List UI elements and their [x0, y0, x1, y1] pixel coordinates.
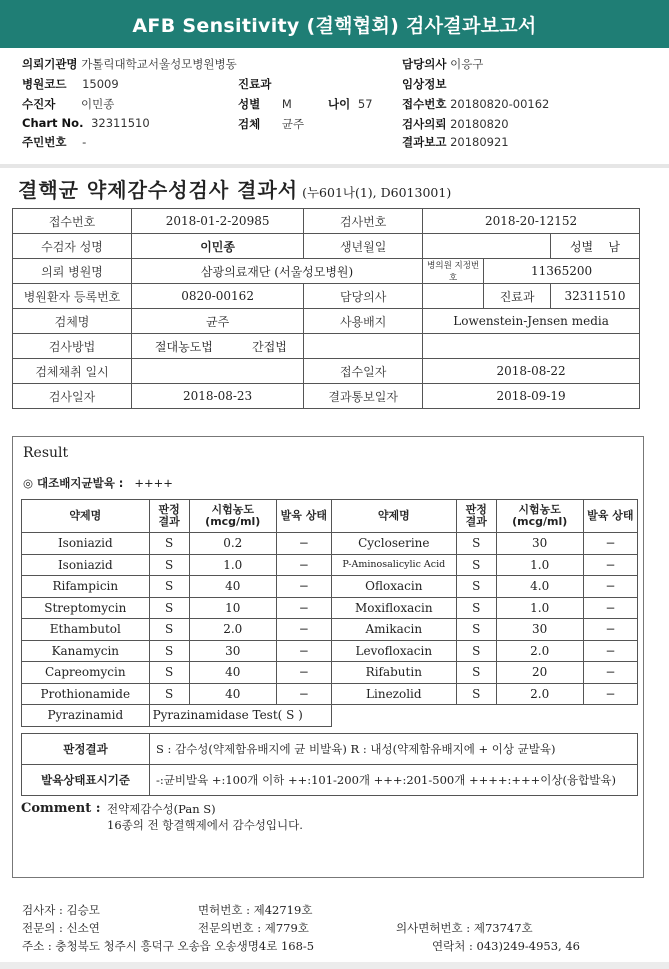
field-report-date: 결과보고 20180921 [402, 135, 509, 149]
cell-conc: 20 [496, 662, 583, 684]
empty-cell [331, 705, 637, 727]
cell-conc: 1.0 [189, 554, 276, 576]
table-row [22, 576, 638, 598]
cell-growth: − [583, 662, 637, 684]
cell-name: Ofloxacin [331, 576, 456, 598]
cell-conc: 0.2 [189, 533, 276, 555]
document-title: 결핵균 약제감수성검사 결과서 (누601나(1), D6013001) [18, 178, 452, 202]
cell-name: Rifampicin [22, 576, 150, 598]
cell-growth: − [583, 533, 637, 555]
cell-conc: 10 [189, 597, 276, 619]
cell-growth: − [583, 554, 637, 576]
cell-result: S [456, 533, 496, 555]
cell-conc: 1.0 [496, 597, 583, 619]
comment-line-1: 전약제감수성(Pan S) [107, 802, 216, 816]
cell-result: S [149, 576, 189, 598]
cell-pyrazinamidase: Pyrazinamidase Test( S ) [149, 705, 331, 727]
cell-conc: 2.0 [189, 619, 276, 641]
cell-conc: 2.0 [496, 640, 583, 662]
footer-contact: 연락처 : 043)249-4953, 46 [432, 939, 580, 953]
footer-specialist: 전문의 : 신소연 [22, 921, 100, 935]
cell-growth: − [276, 597, 331, 619]
cell-name: Cycloserine [331, 533, 456, 555]
cell-result: S [149, 619, 189, 641]
field-age: 나이 57 [328, 97, 373, 111]
cell-name: Amikacin [331, 619, 456, 641]
sensitivity-table: 약제명 판정 결과 시험농도 (mcg/ml) 발육 상태 약제명 판정 결과 시험농도 (mcg/ml) 발육 상태 Isoniazid S 0.2 − Cycloserine S 30 − Isoniazid S 1.0 − P-Aminosalicylic Acid S 1.0 − Rifampicin S 40 − Ofloxacin S 4.0 − Streptomycin S 10 − Moxifloxacin S 1.0 − Ethambutol S 2.0 − Amikacin S 30 − Kanamycin S 30 − Levofloxacin S 2.0 − Capreomycin S 40 − Rifabutin S 20 − Prothionamide S 40 − Linezolid S 2.0 − Pyrazinamid Pyrazinamidase Test( S ) [21, 499, 638, 727]
field-department: 진료과 [238, 77, 272, 91]
control-growth: ◎ 대조배지균발육 : ++++ [23, 476, 173, 490]
footer-license: 면허번호 : 제42719호 [198, 903, 313, 917]
cell-name: Isoniazid [22, 533, 150, 555]
footer-tester: 검사자 : 김승모 [22, 903, 100, 917]
cell-growth: − [583, 640, 637, 662]
cell-result: S [456, 554, 496, 576]
cell-result: S [149, 662, 189, 684]
cell-result: S [149, 597, 189, 619]
cell-result: S [456, 576, 496, 598]
cell-name: Streptomycin [22, 597, 150, 619]
cell-conc: 30 [189, 640, 276, 662]
field-request-date: 검사의뢰 20180820 [402, 117, 509, 131]
table-row [22, 662, 638, 684]
comment-label: Comment : [21, 801, 101, 816]
field-clinical-info: 임상정보 [402, 77, 447, 91]
cell-growth: − [276, 683, 331, 705]
table-row [22, 533, 638, 555]
field-sex: 성별 M [238, 97, 292, 111]
cell-conc: 40 [189, 683, 276, 705]
cell-conc: 40 [189, 576, 276, 598]
cell-name: Levofloxacin [331, 640, 456, 662]
field-specimen: 검체 균주 [238, 117, 305, 131]
cell-name: Kanamycin [22, 640, 150, 662]
cell-name: Prothionamide [22, 683, 150, 705]
cell-growth: − [583, 683, 637, 705]
cell-name: Capreomycin [22, 662, 150, 684]
report-title-bar [0, 0, 669, 48]
header-info [0, 48, 669, 166]
result-section [12, 436, 644, 878]
field-chart-no: Chart No. 32311510 [22, 116, 150, 130]
table-row [22, 597, 638, 619]
cell-conc: 40 [189, 662, 276, 684]
scanned-report [0, 168, 669, 969]
field-resident-no: 주민번호 - [22, 135, 87, 149]
patient-info-table: 접수번호 2018-01-2-20985 검사번호 2018-20-12152 수검자 성명 이민종 생년월일 성별 남 의뢰 병원명 삼광의료재단 (서울성모병원) 병의원 지정번호 11365200 병원환자 등록번호 0820-00162 담당의사 진료과 32311510 검체명 균주 사용배지 Lowenstein-Jensen media 검사방법 절대농도법 간접법 검체채취 일시 접수일자 2018-08-22 검사일자 2018-08-23 결과통보일자 2018-09-19 [12, 208, 640, 409]
cell-result: S [456, 619, 496, 641]
report-title: AFB Sensitivity (결핵협회) 검사결과보고서 [132, 14, 537, 37]
document-code: (누601나(1), D6013001) [302, 185, 452, 200]
footer-specialist-no: 전문의번호 : 제779호 [198, 921, 309, 935]
cell-growth: − [583, 619, 637, 641]
cell-growth: − [276, 619, 331, 641]
comment-line-2: 16종의 전 항결핵제에서 감수성입니다. [107, 818, 303, 832]
bottom-bar [0, 962, 669, 969]
field-institution: 의뢰기관명 가톨릭대학교서울성모병원병동 [22, 57, 237, 71]
field-hospital-code: 병원코드 15009 [22, 77, 119, 91]
legend-growth-label: 발육상태표시기준 [22, 765, 150, 796]
footer-address: 주소 : 충청북도 청주시 흥덕구 오송읍 오송생명4로 168-5 [22, 939, 315, 953]
cell-name: Isoniazid [22, 554, 150, 576]
legend-judge-label: 판정결과 [22, 734, 150, 765]
field-patient: 수진자 이민종 [22, 97, 115, 111]
cell-name: Pyrazinamid [22, 705, 150, 727]
cell-growth: − [583, 597, 637, 619]
cell-conc: 30 [496, 619, 583, 641]
table-row [22, 619, 638, 641]
cell-result: S [456, 662, 496, 684]
cell-growth: − [276, 533, 331, 555]
cell-conc: 4.0 [496, 576, 583, 598]
cell-growth: − [583, 576, 637, 598]
cell-name: Ethambutol [22, 619, 150, 641]
cell-name: Moxifloxacin [331, 597, 456, 619]
cell-result: S [149, 533, 189, 555]
cell-growth: − [276, 640, 331, 662]
cell-conc: 2.0 [496, 683, 583, 705]
cell-name: Linezolid [331, 683, 456, 705]
field-doctor: 담당의사 이응구 [402, 57, 484, 71]
cell-result: S [456, 640, 496, 662]
cell-growth: − [276, 576, 331, 598]
legend-judge-text: S : 감수성(약제함유배지에 균 비발육) R : 내성(약제함유배지에 + 이상 균발육) [150, 734, 638, 765]
cell-result: S [149, 554, 189, 576]
cell-result: S [149, 683, 189, 705]
cell-result: S [149, 640, 189, 662]
cell-name: Rifabutin [331, 662, 456, 684]
cell-result: S [456, 597, 496, 619]
field-receipt-no: 접수번호 20180820-00162 [402, 97, 550, 111]
cell-result: S [456, 683, 496, 705]
table-row [22, 683, 638, 705]
cell-conc: 30 [496, 533, 583, 555]
cell-growth: − [276, 554, 331, 576]
cell-growth: − [276, 662, 331, 684]
legend-growth-text: -:균비발육 +:100개 이하 ++:101-200개 +++:201-500개 ++++:+++이상(융합발육) [150, 765, 638, 796]
footer-doctor-license: 의사면허번호 : 제73747호 [396, 921, 533, 935]
legend-table [21, 733, 638, 796]
cell-conc: 1.0 [496, 554, 583, 576]
cell-name: P-Aminosalicylic Acid [331, 554, 456, 576]
table-row [22, 640, 638, 662]
table-row-pyrazinamid [22, 705, 638, 727]
result-label: Result [23, 445, 69, 461]
table-row [22, 554, 638, 576]
